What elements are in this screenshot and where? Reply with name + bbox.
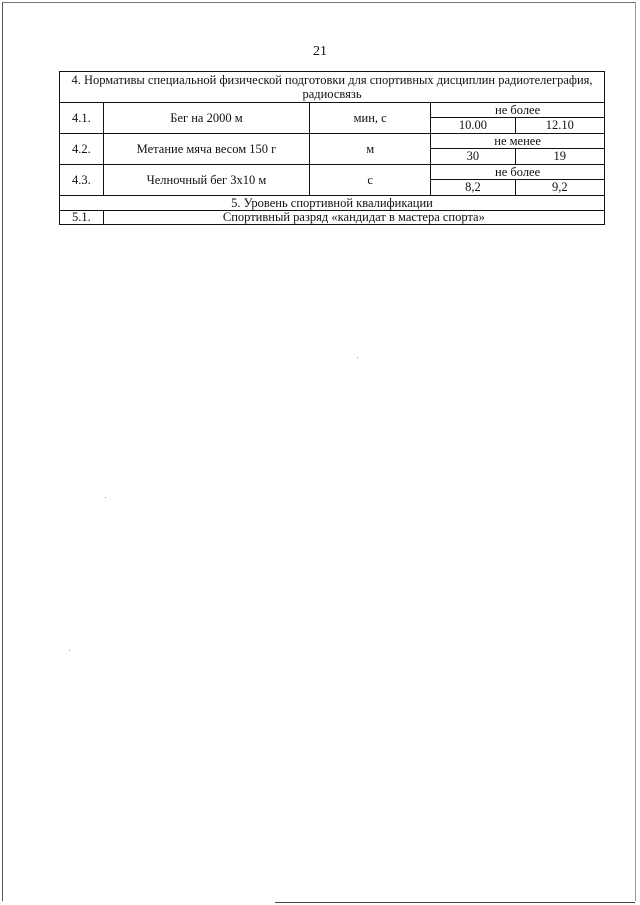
row-number: 5.1. <box>60 211 104 225</box>
qualification-text: Спортивный разряд «кандидат в мастера спорта» <box>103 211 604 225</box>
scan-speck <box>105 497 106 498</box>
condition: не менее <box>431 134 605 149</box>
unit: с <box>310 165 431 196</box>
row-number: 4.2. <box>60 134 104 165</box>
section4-title: 4. Нормативы специальной физической подготовки для спортивных дисциплин радиотелеграфия, радиосвязь <box>60 72 605 103</box>
page-number: 21 <box>313 44 327 59</box>
scan-speck <box>357 357 358 358</box>
scan-speck <box>69 650 70 651</box>
row-number: 4.1. <box>60 103 104 134</box>
value-1: 8,2 <box>431 180 515 196</box>
page-bottom-edge <box>275 902 635 903</box>
table-row <box>60 165 605 180</box>
section5-header-row <box>60 196 605 211</box>
value-2: 12.10 <box>515 118 604 134</box>
exercise-name: Челночный бег 3x10 м <box>103 165 309 196</box>
table-row <box>60 134 605 149</box>
table-row <box>60 103 605 118</box>
condition: не более <box>431 165 605 180</box>
unit: м <box>310 134 431 165</box>
section5-title: 5. Уровень спортивной квалификации <box>60 196 605 211</box>
unit: мин, с <box>310 103 431 134</box>
condition: не более <box>431 103 605 118</box>
exercise-name: Метание мяча весом 150 г <box>103 134 309 165</box>
table-row <box>60 211 605 225</box>
value-2: 9,2 <box>515 180 604 196</box>
value-2: 19 <box>515 149 604 165</box>
section4-header-row <box>60 72 605 103</box>
value-1: 10.00 <box>431 118 515 134</box>
row-number: 4.3. <box>60 165 104 196</box>
exercise-name: Бег на 2000 м <box>103 103 309 134</box>
value-1: 30 <box>431 149 515 165</box>
norms-table <box>59 71 605 225</box>
